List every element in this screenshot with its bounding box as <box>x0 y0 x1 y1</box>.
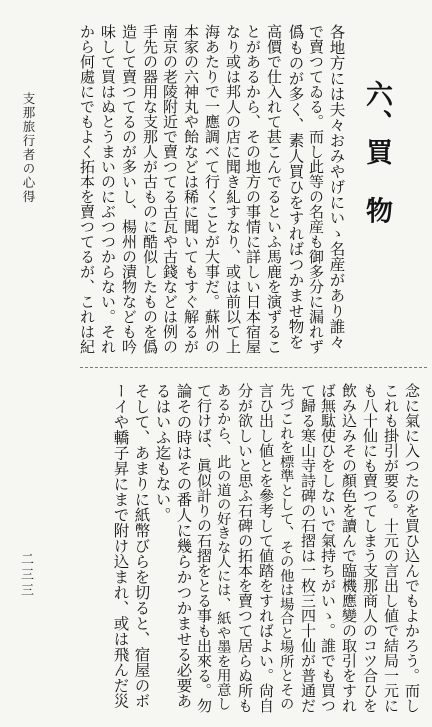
text-column: 海あたりで一應調べて行くことが大事だ。蘇州の <box>203 24 221 354</box>
text-column: 僞ものが多く、素人買ひをすればつかませ物を <box>286 24 305 350</box>
text-column: 手先の器用な支那人が古ものに酷似したものを僞 <box>141 24 159 354</box>
text-column: 念に氣に入つたのを買ひ込んでもよかろう。而し <box>403 383 421 713</box>
text-column: 分が欲しいと思ふ石碑の拓本を賣つて居らぬ所も <box>236 383 254 713</box>
text-column: 本家の六神丸や飴などは稀に聞いてもすぐ解るが <box>182 24 200 354</box>
running-header: 支那旅行者の心得 <box>21 92 36 204</box>
text-column: 先づこれを標準として、その他は場合と場所とその <box>278 383 295 711</box>
text-column: そして、あまりに紙幣びらを切ると、宿屋のボ <box>132 383 151 709</box>
text-column: も八十仙にも賣つてしまう支那商人のコツ合ひを <box>361 383 379 713</box>
text-column: あるから、此の道の好きな人には、紙や墨を用意し <box>215 383 232 711</box>
text-column: なり或は邦人の店に聞き糺すなり、或は前以て上 <box>224 24 242 354</box>
text-column: て行けば、眞似計りの石摺をとる事も出來る。勿 <box>195 383 213 713</box>
text-column: 飲み込みその顏色を讀んで臨機應變の取引をすれ <box>340 383 358 713</box>
text-column: これも掛引が要る。十元の言出し値で結局一元に <box>382 383 400 713</box>
text-column: とがあるから、その地方の事情に詳しい日本宿屋 <box>244 24 262 354</box>
text-column: 味して買はぬとうまいのにぶつつからない。それ <box>99 24 117 354</box>
text-column: 論その時はその番人に幾らかつかませる必要あ <box>174 383 193 709</box>
section-divider <box>80 367 427 368</box>
text-column: から何處にでもよく拓本を賣つてるが、これは紀 <box>78 24 96 354</box>
text-column: 言ひ出し値とを參考して値踏をすればよい。尙自 <box>257 383 275 713</box>
text-column: で賣つてゐる。而し此等の名産も御多分に漏れず <box>307 24 325 354</box>
text-column: 造して賣つてるのが多いし、楊州の漬物なども吟 <box>120 24 138 354</box>
text-column: ーイや轎子昇にまで附け込まれ、或は飛んだ災 <box>111 383 130 709</box>
section-title: 六、買 物 <box>361 80 392 226</box>
text-column: ば無駄使ひをしないで氣持ちがいゝ。誰でも買つ <box>319 383 337 713</box>
text-column: るはいふ迄もない。 <box>153 383 172 523</box>
text-column: て歸る寒山寺詩碑の石摺は一枚三四十仙が普通だ <box>299 383 317 713</box>
page-number: 二三三 <box>18 552 33 599</box>
text-column: 南京の老陵附近で賣つてる古瓦や古錢などは例の <box>161 24 179 354</box>
text-column: 高價で仕入れて甚こんでるといふ馬鹿を演ずるこ <box>265 24 283 354</box>
text-column: 各地方には夫々おみやげにいゝ名産があり誰々 <box>327 24 346 350</box>
